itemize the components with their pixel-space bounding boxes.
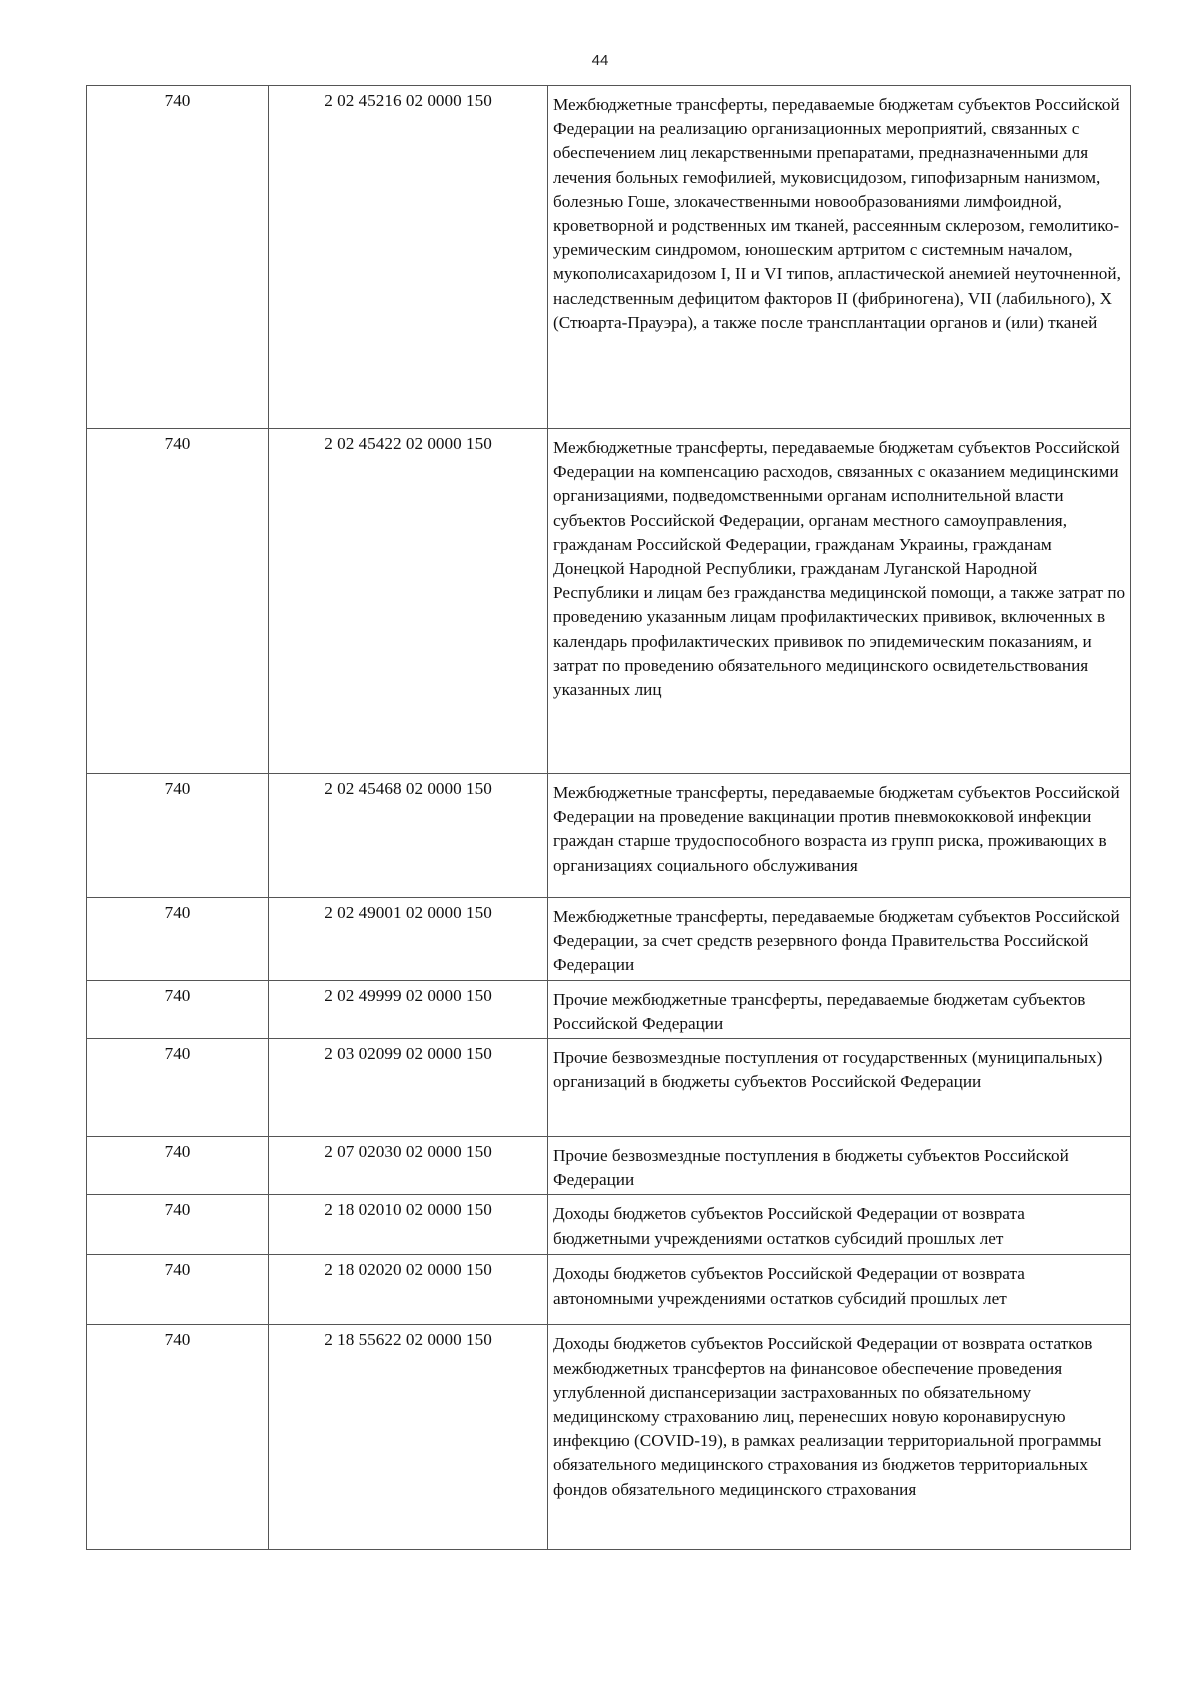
admin-code-cell: 740 (87, 86, 269, 429)
description-cell (548, 1039, 1131, 1137)
description-cell (548, 1325, 1131, 1550)
description-text: Доходы бюджетов субъектов Российской Федерации от возврата бюджетными учреждениями остатков субсидий прошлых лет (553, 1204, 1025, 1248)
revenue-code-cell: 2 02 45468 02 0000 150 (269, 774, 548, 898)
description-text: Межбюджетные трансферты, передаваемые бюджетам субъектов Российской Федерации на компенсацию расходов, связанных с оказанием медицинскими организациями, подведомственными органам исполнительной власти субъектов Российской Федерации, органам местного самоуправления, гражданам Российской Федерации, гражданам Украины, гражданам Донецкой Народной Республики, гражданам Луганской Народной Республики и лицам без гражданства медицинской помощи, а также затрат по проведению указанным лицам профилактических прививок, включенных в календарь профилактических прививок по эпидемическим показаниям, и затрат по проведению обязательного медицинского освидетельствования указанных лиц (553, 438, 1126, 700)
table-row (87, 429, 1131, 774)
description-text: Доходы бюджетов субъектов Российской Федерации от возврата остатков межбюджетных трансфертов на финансовое обеспечение проведения углубленной диспансеризации застрахованных по обязательному медицинскому страхованию лиц, перенесших новую коронавирусную инфекцию (COVID-19), в рамках реализации территориальной программы обязательного медицинского страхования из бюджетов территориальных фондов обязательного медицинского страхования (553, 1334, 1102, 1499)
description-text: Прочие безвозмездные поступления от государственных (муниципальных) организаций в бюджеты субъектов Российской Федерации (553, 1048, 1103, 1092)
admin-code-cell: 740 (87, 1195, 269, 1255)
revenue-code-cell: 2 18 55622 02 0000 150 (269, 1325, 548, 1550)
description-cell (548, 980, 1131, 1038)
description-cell (548, 86, 1131, 429)
description-cell (548, 429, 1131, 774)
description-cell (548, 1137, 1131, 1195)
description-text: Прочие безвозмездные поступления в бюджеты субъектов Российской Федерации (553, 1146, 1069, 1190)
admin-code-cell: 740 (87, 1325, 269, 1550)
revenue-code-cell: 2 02 45422 02 0000 150 (269, 429, 548, 774)
table-row (87, 1039, 1131, 1137)
description-text: Прочие межбюджетные трансферты, передаваемые бюджетам субъектов Российской Федерации (553, 989, 1086, 1033)
revenue-code-cell: 2 02 49999 02 0000 150 (269, 980, 548, 1038)
description-text: Доходы бюджетов субъектов Российской Федерации от возврата автономными учреждениями остатков субсидий прошлых лет (553, 1264, 1025, 1308)
description-cell (548, 898, 1131, 981)
admin-code-cell: 740 (87, 1039, 269, 1137)
table-row (87, 86, 1131, 429)
table-row (87, 1137, 1131, 1195)
admin-code-cell: 740 (87, 980, 269, 1038)
description-cell (548, 774, 1131, 898)
revenue-code-cell: 2 02 45216 02 0000 150 (269, 86, 548, 429)
table-row (87, 980, 1131, 1038)
admin-code-cell: 740 (87, 1137, 269, 1195)
table-row (87, 774, 1131, 898)
page-number: 44 (591, 52, 609, 69)
table-row (87, 898, 1131, 981)
admin-code-cell: 740 (87, 1255, 269, 1325)
revenue-codes-table (86, 85, 1131, 1550)
revenue-code-cell: 2 02 49001 02 0000 150 (269, 898, 548, 981)
description-text: Межбюджетные трансферты, передаваемые бюджетам субъектов Российской Федерации на реализацию организационных мероприятий, связанных с обеспечением лиц лекарственными препаратами, предназначенными для лечения больных гемофилией, муковисцидозом, гипофизарным нанизмом, болезнью Гоше, злокачественными новообразованиями лимфоидной, кроветворной и родственных им тканей, рассеянным склерозом, гемолитико-уремическим синдромом, юношеским артритом с системным началом, мукополисахаридозом I, II и VI типов, апластической анемией неуточненной, наследственным дефицитом факторов II (фибриногена), VII (лабильного), X (Стюарта-Прауэра), а также после трансплантации органов и (или) тканей (553, 95, 1121, 332)
revenue-code-cell: 2 03 02099 02 0000 150 (269, 1039, 548, 1137)
table-row (87, 1195, 1131, 1255)
description-text: Межбюджетные трансферты, передаваемые бюджетам субъектов Российской Федерации на проведение вакцинации против пневмококковой инфекции граждан старше трудоспособного возраста из групп риска, проживающих в организациях социального обслуживания (553, 783, 1120, 875)
revenue-code-cell: 2 18 02010 02 0000 150 (269, 1195, 548, 1255)
admin-code-cell: 740 (87, 429, 269, 774)
table-row (87, 1325, 1131, 1550)
admin-code-cell: 740 (87, 898, 269, 981)
revenue-code-cell: 2 07 02030 02 0000 150 (269, 1137, 548, 1195)
description-cell (548, 1255, 1131, 1325)
table-row (87, 1255, 1131, 1325)
description-cell (548, 1195, 1131, 1255)
admin-code-cell: 740 (87, 774, 269, 898)
revenue-code-cell: 2 18 02020 02 0000 150 (269, 1255, 548, 1325)
description-text: Межбюджетные трансферты, передаваемые бюджетам субъектов Российской Федерации, за счет средств резервного фонда Правительства Российской Федерации (553, 907, 1120, 975)
